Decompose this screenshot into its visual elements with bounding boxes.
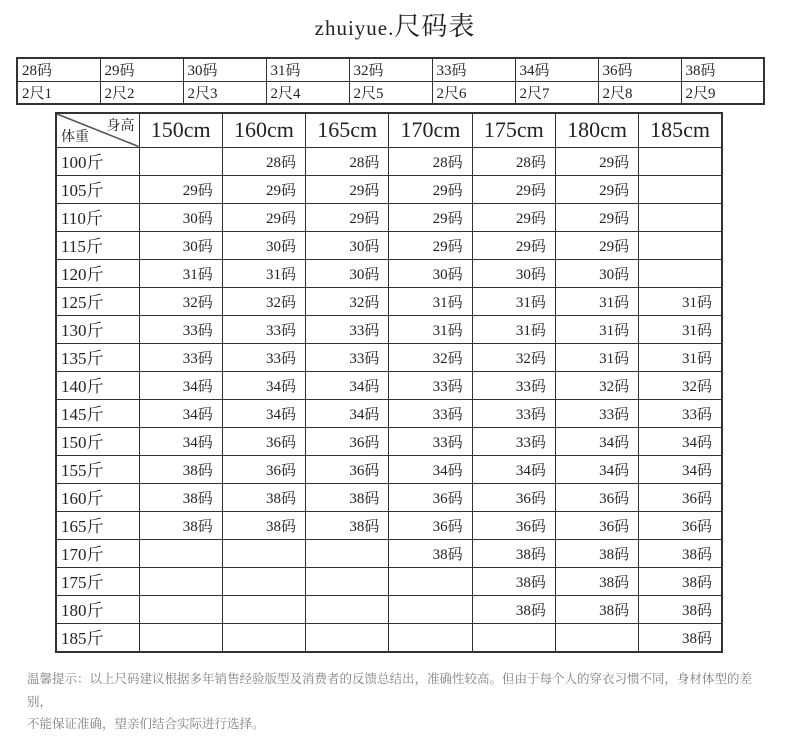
size-value-cell (639, 231, 722, 259)
size-code-cell: 28码 (17, 58, 100, 81)
size-value-cell: 32码 (555, 371, 638, 399)
size-value-cell: 36码 (306, 455, 389, 483)
weight-label: 165斤 (56, 511, 139, 539)
chi-measure-cell: 2尺1 (17, 81, 100, 104)
chi-measure-cell: 2尺8 (598, 81, 681, 104)
size-code-cell: 31码 (266, 58, 349, 81)
page-title (0, 6, 790, 43)
weight-row (56, 203, 722, 231)
weight-label: 125斤 (56, 287, 139, 315)
size-value-cell: 30码 (139, 203, 222, 231)
size-value-cell: 38码 (222, 511, 305, 539)
size-value-cell: 31码 (139, 259, 222, 287)
size-value-cell: 33码 (472, 371, 555, 399)
size-value-cell: 31码 (472, 315, 555, 343)
size-value-cell: 28码 (389, 147, 472, 175)
size-value-cell (306, 539, 389, 567)
weight-axis-label: 体重 (61, 129, 89, 145)
weight-row (56, 427, 722, 455)
size-value-cell: 31码 (389, 315, 472, 343)
size-value-cell: 38码 (472, 539, 555, 567)
size-value-cell: 31码 (555, 287, 638, 315)
size-value-cell: 32码 (222, 287, 305, 315)
size-value-cell: 28码 (472, 147, 555, 175)
size-value-cell (389, 567, 472, 595)
size-value-cell (639, 259, 722, 287)
size-value-cell: 38码 (389, 539, 472, 567)
size-value-cell: 38码 (639, 539, 722, 567)
tips-line2: 不能保证准确，望亲们结合实际进行选择。 (27, 717, 265, 731)
size-value-cell: 33码 (139, 315, 222, 343)
size-value-cell: 34码 (472, 455, 555, 483)
weight-label: 170斤 (56, 539, 139, 567)
chi-measure-cell: 2尺5 (349, 81, 432, 104)
height-column-header: 165cm (306, 113, 389, 147)
height-column-header: 185cm (639, 113, 722, 147)
size-code-cell: 33码 (432, 58, 515, 81)
weight-row (56, 483, 722, 511)
size-value-cell: 31码 (222, 259, 305, 287)
weight-label: 160斤 (56, 483, 139, 511)
weight-label: 135斤 (56, 343, 139, 371)
size-value-cell: 30码 (139, 231, 222, 259)
weight-label: 140斤 (56, 371, 139, 399)
size-value-cell (306, 595, 389, 623)
size-value-cell: 38码 (222, 483, 305, 511)
weight-label: 185斤 (56, 623, 139, 652)
size-value-cell: 38码 (639, 567, 722, 595)
tips-note (27, 668, 769, 736)
size-value-cell (139, 539, 222, 567)
size-value-cell: 38码 (306, 511, 389, 539)
weight-label: 180斤 (56, 595, 139, 623)
size-value-cell (639, 147, 722, 175)
size-value-cell: 30码 (222, 231, 305, 259)
weight-label: 115斤 (56, 231, 139, 259)
weight-row (56, 147, 722, 175)
size-value-cell: 33码 (389, 371, 472, 399)
size-value-cell: 38码 (139, 455, 222, 483)
size-value-cell: 31码 (639, 287, 722, 315)
size-code-cell: 30码 (183, 58, 266, 81)
weight-row (56, 539, 722, 567)
weight-label: 175斤 (56, 567, 139, 595)
weight-label: 155斤 (56, 455, 139, 483)
size-value-cell: 33码 (139, 343, 222, 371)
size-value-cell: 29码 (555, 203, 638, 231)
size-value-cell: 38码 (639, 595, 722, 623)
size-value-cell (306, 567, 389, 595)
size-value-cell: 30码 (389, 259, 472, 287)
weight-row (56, 511, 722, 539)
size-value-cell: 29码 (472, 231, 555, 259)
size-value-cell: 38码 (555, 539, 638, 567)
size-value-cell: 29码 (389, 175, 472, 203)
chi-measure-cell: 2尺4 (266, 81, 349, 104)
size-code-cell: 32码 (349, 58, 432, 81)
size-value-cell: 38码 (555, 567, 638, 595)
size-value-cell: 30码 (472, 259, 555, 287)
size-value-cell: 31码 (472, 287, 555, 315)
size-value-cell: 34码 (555, 427, 638, 455)
weight-row (56, 455, 722, 483)
weight-label: 120斤 (56, 259, 139, 287)
size-value-cell (139, 595, 222, 623)
size-value-cell: 29码 (306, 203, 389, 231)
height-column-header: 170cm (389, 113, 472, 147)
size-value-cell: 33码 (389, 427, 472, 455)
chi-measure-cell: 2尺6 (432, 81, 515, 104)
title-chart-name: 尺码表 (394, 12, 476, 41)
size-value-cell (389, 595, 472, 623)
size-value-cell: 38码 (306, 483, 389, 511)
weight-label: 150斤 (56, 427, 139, 455)
size-value-cell: 34码 (555, 455, 638, 483)
size-value-cell: 38码 (139, 511, 222, 539)
size-value-cell: 36码 (222, 455, 305, 483)
size-value-cell: 32码 (306, 287, 389, 315)
size-value-cell (222, 539, 305, 567)
size-value-cell: 34码 (222, 399, 305, 427)
size-value-cell (639, 203, 722, 231)
size-code-cell: 34码 (515, 58, 598, 81)
corner-header-cell (56, 113, 139, 147)
size-value-cell: 36码 (306, 427, 389, 455)
size-value-cell: 33码 (472, 399, 555, 427)
size-value-cell: 36码 (222, 427, 305, 455)
size-value-cell: 32码 (472, 343, 555, 371)
size-value-cell: 33码 (639, 399, 722, 427)
chi-measure-cell: 2尺2 (100, 81, 183, 104)
chi-measure-cell: 2尺3 (183, 81, 266, 104)
size-value-cell: 34码 (306, 399, 389, 427)
size-value-cell: 36码 (555, 511, 638, 539)
weight-label: 100斤 (56, 147, 139, 175)
size-value-cell: 38码 (639, 623, 722, 652)
chi-measure-cell: 2尺7 (515, 81, 598, 104)
chi-measure-cell: 2尺9 (681, 81, 764, 104)
header-row (56, 113, 722, 147)
size-value-cell: 33码 (222, 343, 305, 371)
size-value-cell: 29码 (389, 203, 472, 231)
size-value-cell: 34码 (139, 371, 222, 399)
size-value-cell: 36码 (389, 483, 472, 511)
size-code-cell: 36码 (598, 58, 681, 81)
size-value-cell: 29码 (306, 175, 389, 203)
size-value-cell: 34码 (306, 371, 389, 399)
weight-row (56, 399, 722, 427)
size-value-cell: 36码 (555, 483, 638, 511)
size-value-cell: 29码 (139, 175, 222, 203)
weight-label: 110斤 (56, 203, 139, 231)
height-axis-label: 身高 (106, 119, 135, 134)
size-value-cell: 31码 (555, 343, 638, 371)
size-value-cell: 31码 (639, 343, 722, 371)
size-value-cell: 33码 (555, 399, 638, 427)
size-value-cell: 32码 (389, 343, 472, 371)
weight-label: 145斤 (56, 399, 139, 427)
size-value-cell: 30码 (306, 231, 389, 259)
size-value-cell: 34码 (639, 427, 722, 455)
size-value-cell (389, 623, 472, 652)
height-column-header: 180cm (555, 113, 638, 147)
weight-row (56, 343, 722, 371)
size-value-cell: 32码 (139, 287, 222, 315)
size-value-cell: 38码 (472, 567, 555, 595)
size-value-cell: 31码 (555, 315, 638, 343)
weight-row (56, 595, 722, 623)
size-value-cell (139, 147, 222, 175)
size-value-cell: 36码 (472, 483, 555, 511)
size-value-cell: 38码 (139, 483, 222, 511)
size-value-cell: 29码 (222, 203, 305, 231)
size-value-cell (222, 595, 305, 623)
weight-row (56, 259, 722, 287)
size-value-cell: 36码 (639, 511, 722, 539)
weight-label: 130斤 (56, 315, 139, 343)
size-value-cell: 30码 (555, 259, 638, 287)
size-value-cell (472, 623, 555, 652)
size-value-cell: 30码 (306, 259, 389, 287)
size-value-cell: 36码 (472, 511, 555, 539)
size-code-conversion-table (16, 57, 765, 105)
size-value-cell: 32码 (639, 371, 722, 399)
weight-label: 105斤 (56, 175, 139, 203)
size-value-cell: 38码 (555, 595, 638, 623)
size-value-cell: 29码 (555, 231, 638, 259)
size-value-cell: 31码 (389, 287, 472, 315)
size-value-cell: 33码 (472, 427, 555, 455)
size-value-cell: 34码 (139, 399, 222, 427)
size-value-cell: 36码 (639, 483, 722, 511)
height-weight-size-table (55, 112, 723, 653)
size-code-cell: 38码 (681, 58, 764, 81)
weight-row (56, 287, 722, 315)
size-value-cell: 33码 (222, 315, 305, 343)
size-value-cell: 29码 (222, 175, 305, 203)
size-value-cell: 33码 (389, 399, 472, 427)
weight-row (56, 567, 722, 595)
chi-measure-row (17, 81, 764, 104)
size-value-cell: 29码 (472, 175, 555, 203)
size-value-cell: 34码 (639, 455, 722, 483)
height-column-header: 175cm (472, 113, 555, 147)
size-value-cell (555, 623, 638, 652)
size-value-cell: 33码 (306, 343, 389, 371)
weight-row (56, 371, 722, 399)
size-value-cell: 29码 (389, 231, 472, 259)
weight-row (56, 175, 722, 203)
size-value-cell (139, 567, 222, 595)
title-brand: zhuiyue. (314, 16, 395, 40)
size-value-cell: 38码 (472, 595, 555, 623)
size-value-cell (222, 623, 305, 652)
size-value-cell: 29码 (472, 203, 555, 231)
size-value-cell (639, 175, 722, 203)
height-column-header: 150cm (139, 113, 222, 147)
weight-row (56, 623, 722, 652)
size-value-cell: 33码 (306, 315, 389, 343)
size-value-cell: 34码 (389, 455, 472, 483)
size-value-cell: 34码 (139, 427, 222, 455)
size-value-cell (306, 623, 389, 652)
weight-row (56, 315, 722, 343)
tips-line1: 温馨提示：以上尺码建议根据多年销售经验版型及消费者的反馈总结出，准确性较高。但由于每个人的穿衣习惯不同，身材体型的差别， (27, 672, 753, 709)
size-value-cell: 29码 (555, 147, 638, 175)
size-value-cell: 36码 (389, 511, 472, 539)
size-value-cell: 34码 (222, 371, 305, 399)
weight-row (56, 231, 722, 259)
size-value-cell (139, 623, 222, 652)
size-code-cell: 29码 (100, 58, 183, 81)
size-value-cell: 31码 (639, 315, 722, 343)
size-value-cell: 28码 (222, 147, 305, 175)
size-codes-row (17, 58, 764, 81)
height-column-header: 160cm (222, 113, 305, 147)
size-value-cell: 28码 (306, 147, 389, 175)
size-value-cell: 29码 (555, 175, 638, 203)
size-value-cell (222, 567, 305, 595)
